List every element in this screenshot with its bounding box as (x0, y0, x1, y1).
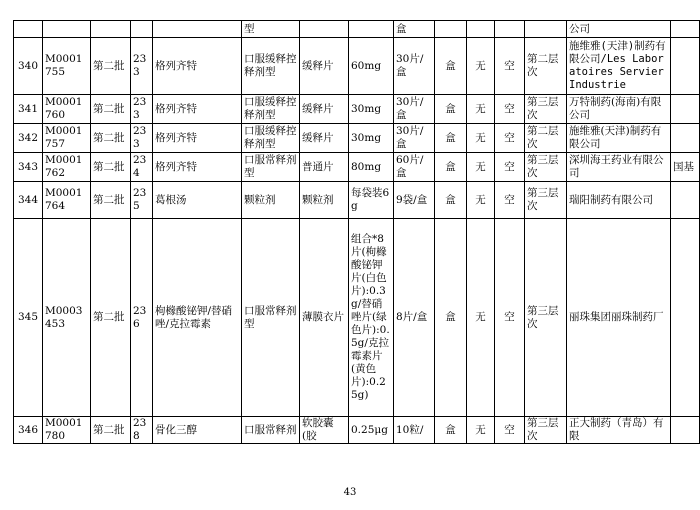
cell-category: 口服常释剂 (242, 417, 300, 444)
cell-group: 234 (131, 153, 153, 182)
cell-extra (671, 182, 700, 219)
cell (435, 21, 467, 38)
table-row (14, 417, 700, 444)
table-row (14, 153, 700, 182)
cell-extra (671, 417, 700, 444)
cell-group: 233 (131, 95, 153, 124)
cell-spec: 每袋装6g (349, 182, 394, 219)
cell-unit: 盒 (435, 182, 467, 219)
cell-extra (671, 95, 700, 124)
cell-spec: 组合*8片(枸橼酸铋钾片(白色片):0.3g/替硝唑片(绿色片):0.5g/克拉霉素片(黄色片):0.25g) (349, 219, 394, 417)
cell-form: 缓释片 (300, 38, 349, 95)
cell-name: 格列齐特 (153, 124, 242, 153)
cell-no: 343 (14, 153, 43, 182)
cell (300, 21, 349, 38)
drug-list-table (13, 20, 700, 444)
table-row (14, 95, 700, 124)
cell-group: 236 (131, 219, 153, 417)
cell-spec: 0.25μg (349, 417, 394, 444)
cell-category: 口服缓释控释剂型 (242, 124, 300, 153)
cell-pack: 9袋/盒 (394, 182, 435, 219)
cell-level: 第二层次 (525, 38, 567, 95)
cell-c12: 空 (495, 38, 525, 95)
cell-form: 软胶囊(胶 (300, 417, 349, 444)
cell-code: M0001760 (43, 95, 91, 124)
cell-extra (671, 219, 700, 417)
cell-no: 342 (14, 124, 43, 153)
cell-c11: 无 (467, 153, 495, 182)
cell-unit: 盒 (435, 417, 467, 444)
cell-group: 233 (131, 38, 153, 95)
cell-batch: 第二批 (91, 417, 131, 444)
cell-unit: 盒 (435, 153, 467, 182)
cell-code: M0001757 (43, 124, 91, 153)
cell-company: 瑞阳制药有限公司 (567, 182, 671, 219)
cell-pack: 盒 (394, 21, 435, 38)
cell-unit: 盒 (435, 219, 467, 417)
cell (671, 21, 700, 38)
cell-c12: 空 (495, 182, 525, 219)
cell (153, 21, 242, 38)
cell (131, 21, 153, 38)
cell-unit: 盒 (435, 95, 467, 124)
cell-company: 公司 (567, 21, 671, 38)
table-row (14, 38, 700, 95)
cell-category: 型 (242, 21, 300, 38)
cell-c12: 空 (495, 417, 525, 444)
cell-form: 缓释片 (300, 95, 349, 124)
table-row (14, 182, 700, 219)
cell-name: 格列齐特 (153, 95, 242, 124)
cell-c11: 无 (467, 182, 495, 219)
cell-batch: 第二批 (91, 182, 131, 219)
cell-pack: 10粒/ (394, 417, 435, 444)
cell-code: M0001764 (43, 182, 91, 219)
cell-form: 缓释片 (300, 124, 349, 153)
cell-batch: 第二批 (91, 38, 131, 95)
cell-company: 正大制药（青岛）有限 (567, 417, 671, 444)
cell-no: 344 (14, 182, 43, 219)
cell-c12: 空 (495, 124, 525, 153)
cell-form: 薄膜衣片 (300, 219, 349, 417)
cell-c12: 空 (495, 153, 525, 182)
cell-batch: 第二批 (91, 95, 131, 124)
cell-c11: 无 (467, 95, 495, 124)
cell (43, 21, 91, 38)
cell-no: 341 (14, 95, 43, 124)
table-row (14, 124, 700, 153)
cell (91, 21, 131, 38)
cell-spec: 60mg (349, 38, 394, 95)
cell-pack: 30片/盒 (394, 124, 435, 153)
cell-pack: 60片/盒 (394, 153, 435, 182)
cell-level: 第三层次 (525, 182, 567, 219)
page-number: 43 (343, 487, 357, 498)
cell-name: 葛根汤 (153, 182, 242, 219)
cell-extra: 国基 (671, 153, 700, 182)
cell-extra (671, 124, 700, 153)
cell-company: 丽珠集团丽珠制药厂 (567, 219, 671, 417)
cell (349, 21, 394, 38)
cell-spec: 30mg (349, 95, 394, 124)
cell-batch: 第二批 (91, 153, 131, 182)
cell-unit: 盒 (435, 124, 467, 153)
cell-no: 340 (14, 38, 43, 95)
cell-no: 346 (14, 417, 43, 444)
table-row-continued (14, 21, 700, 38)
cell-category: 口服常释剂型 (242, 219, 300, 417)
cell-group: 238 (131, 417, 153, 444)
cell-pack: 30片/盒 (394, 95, 435, 124)
cell-c12: 空 (495, 95, 525, 124)
cell-level: 第三层次 (525, 417, 567, 444)
cell (467, 21, 495, 38)
cell-code: M0001780 (43, 417, 91, 444)
cell-company: 施维雅(天津)制药有限公司 (567, 124, 671, 153)
cell-code: M0001762 (43, 153, 91, 182)
cell (14, 21, 43, 38)
cell-company: 万特制药(海南)有限公司 (567, 95, 671, 124)
cell-c11: 无 (467, 38, 495, 95)
cell-form: 普通片 (300, 153, 349, 182)
cell-level: 第三层次 (525, 95, 567, 124)
cell-group: 235 (131, 182, 153, 219)
cell-code: M0001755 (43, 38, 91, 95)
cell-name: 格列齐特 (153, 38, 242, 95)
cell-batch: 第二批 (91, 124, 131, 153)
table-row (14, 219, 700, 417)
cell (525, 21, 567, 38)
cell-name: 骨化三醇 (153, 417, 242, 444)
cell-c11: 无 (467, 219, 495, 417)
drug-list-table-page (13, 20, 700, 444)
cell-c12: 空 (495, 219, 525, 417)
table-body (14, 38, 700, 444)
cell-category: 口服缓释控释剂型 (242, 38, 300, 95)
cell-batch: 第二批 (91, 219, 131, 417)
cell-name: 枸橼酸铋钾/替硝唑/克拉霉素 (153, 219, 242, 417)
cell-pack: 30片/盒 (394, 38, 435, 95)
cell-category: 颗粒剂 (242, 182, 300, 219)
cell-unit: 盒 (435, 38, 467, 95)
cell-extra (671, 38, 700, 95)
cell-level: 第三层次 (525, 219, 567, 417)
cell-pack: 8片/盒 (394, 219, 435, 417)
cell-group: 233 (131, 124, 153, 153)
cell-c11: 无 (467, 417, 495, 444)
cell-no: 345 (14, 219, 43, 417)
cell-level: 第二层次 (525, 124, 567, 153)
cell-company: 施维雅(天津)制药有限公司/Les Laboratoires Servier Industrie (567, 38, 671, 95)
cell (495, 21, 525, 38)
cell-company: 深圳海王药业有限公司 (567, 153, 671, 182)
cell-category: 口服常释剂型 (242, 153, 300, 182)
cell-spec: 80mg (349, 153, 394, 182)
cell-spec: 30mg (349, 124, 394, 153)
cell-category: 口服缓释控释剂型 (242, 95, 300, 124)
cell-c11: 无 (467, 124, 495, 153)
cell-code: M0003453 (43, 219, 91, 417)
cell-form: 颗粒剂 (300, 182, 349, 219)
cell-level: 第三层次 (525, 153, 567, 182)
cell-name: 格列齐特 (153, 153, 242, 182)
